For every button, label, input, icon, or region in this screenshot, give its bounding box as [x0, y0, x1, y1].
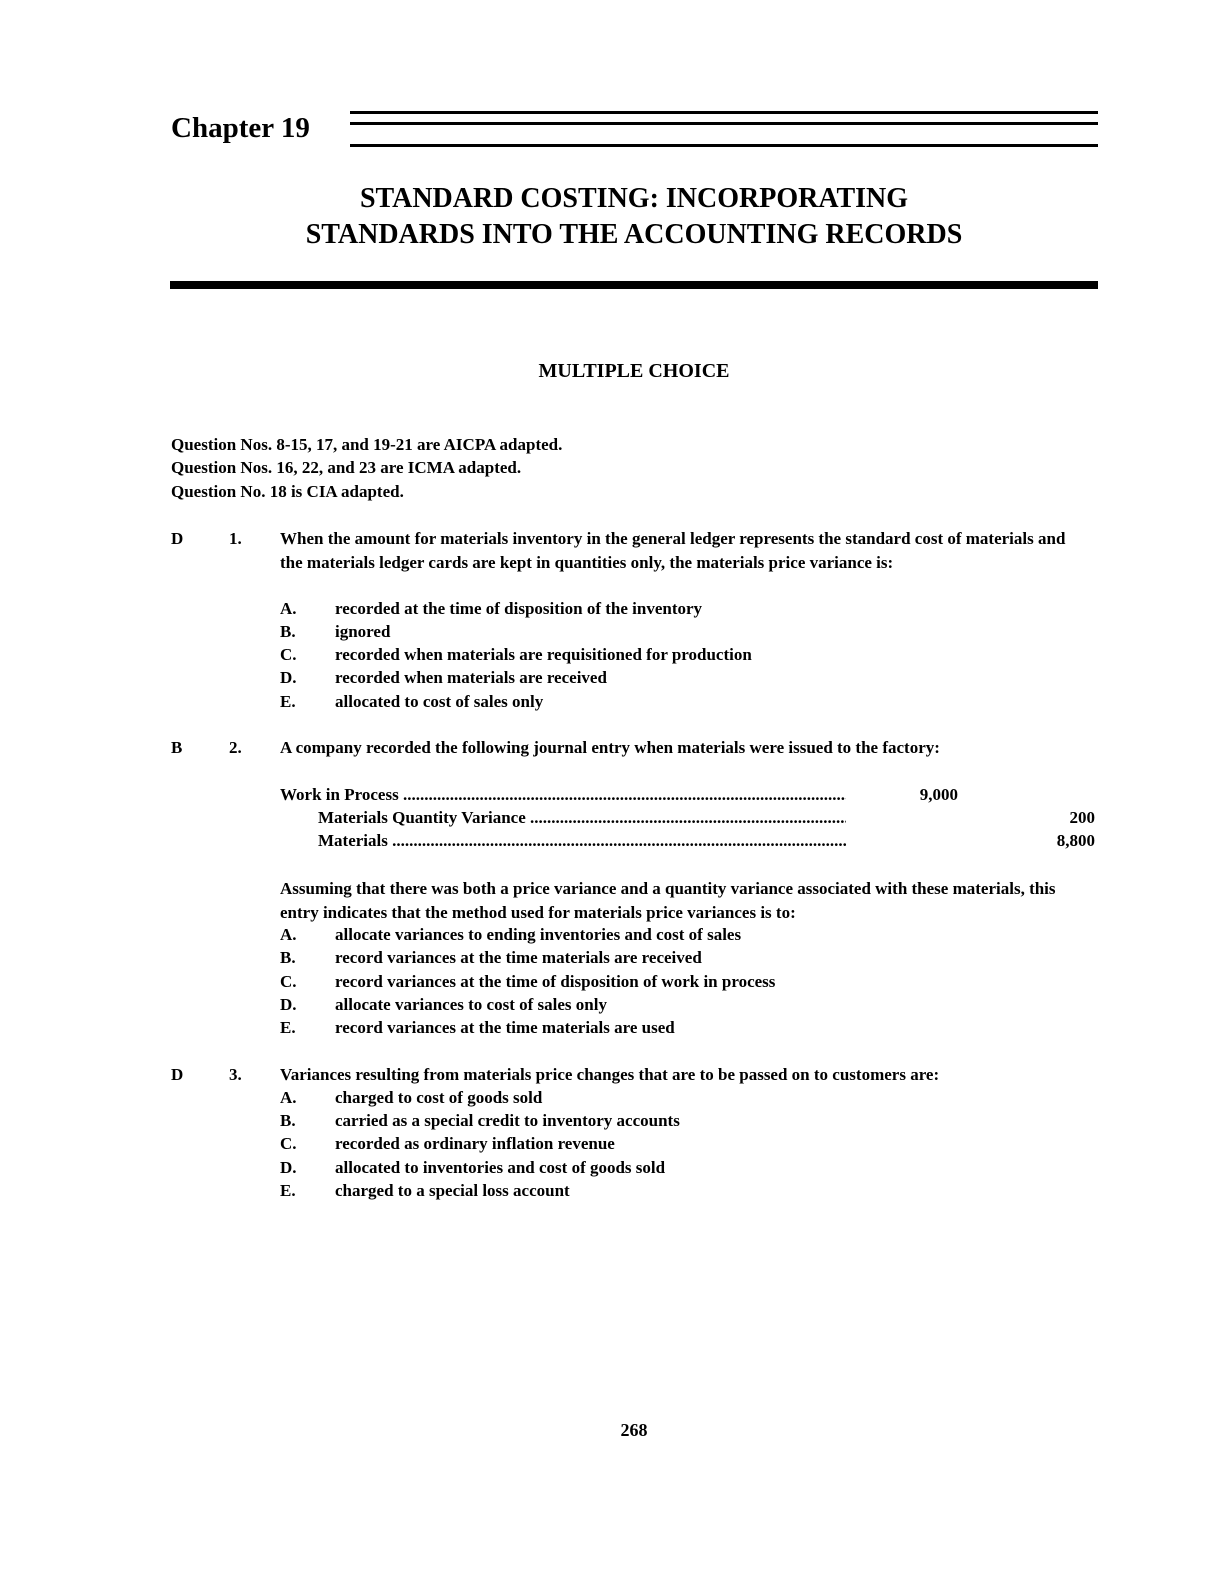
chapter-title-line-1: STANDARD COSTING: INCORPORATING	[359, 183, 909, 214]
title-rule	[170, 281, 1098, 289]
option-text: allocated to cost of sales only	[335, 692, 544, 711]
journal-account: Work in Process .....	[280, 783, 846, 807]
option-letter: C.	[280, 1134, 297, 1153]
option-text: charged to a special loss account	[335, 1181, 570, 1200]
question-stem-continued: Assuming that there was both a price variance and a quantity variance associated with these materials, this entry indicates that the method used for materials price variances is to:	[280, 879, 1056, 922]
option-letter: E.	[280, 692, 296, 711]
option-letter: E.	[280, 1181, 296, 1200]
source-note: Question Nos. 16, 22, and 23 are ICMA adapted.	[171, 458, 522, 477]
question-number: 3.	[229, 1065, 242, 1084]
source-note: Question No. 18 is CIA adapted.	[171, 482, 404, 501]
source-note: Question Nos. 8-15, 17, and 19-21 are AICPA adapted.	[171, 435, 563, 454]
option-letter: B.	[280, 622, 296, 641]
answer-key: D	[171, 529, 184, 548]
option-text: allocate variances to ending inventories and cost of sales	[335, 925, 742, 944]
header-rule-top	[350, 111, 1098, 114]
option-text: allocate variances to cost of sales only	[335, 995, 607, 1014]
option-letter: D.	[280, 668, 297, 687]
option-letter: E.	[280, 1018, 296, 1037]
option-text: charged to cost of goods sold	[335, 1088, 543, 1107]
question-stem: Variances resulting from materials price changes that are to be passed on to customers are:	[280, 1065, 940, 1084]
chapter-title-line-2: STANDARDS INTO THE ACCOUNTING RECORDS	[305, 219, 963, 250]
answer-key: D	[171, 1065, 184, 1084]
option-letter: B.	[280, 948, 296, 967]
option-letter: A.	[280, 925, 297, 944]
question-number: 2.	[229, 738, 242, 757]
journal-credit: 8,800	[1056, 831, 1095, 850]
journal-debit: 9,000	[919, 785, 958, 804]
option-letter: D.	[280, 995, 297, 1014]
option-text: recorded at the time of disposition of the inventory	[335, 599, 703, 618]
option-letter: C.	[280, 645, 297, 664]
option-letter: A.	[280, 599, 297, 618]
header-rule-middle	[350, 122, 1098, 125]
question-stem: When the amount for materials inventory in the general ledger represents the standard cost of materials and the materials ledger cards are kept in quantities only, the materials price variance is:	[280, 529, 1066, 572]
option-text: record variances at the time materials are used	[335, 1018, 675, 1037]
question-number: 1.	[229, 529, 242, 548]
option-text: ignored	[335, 622, 391, 641]
journal-credit: 200	[1069, 808, 1095, 827]
option-text: recorded when materials are requisitioned for production	[335, 645, 752, 664]
option-letter: B.	[280, 1111, 296, 1130]
journal-account: Materials .....	[318, 829, 846, 853]
journal-account: Materials Quantity Variance .....	[318, 806, 846, 830]
option-text: carried as a special credit to inventory accounts	[335, 1111, 680, 1130]
option-letter: A.	[280, 1088, 297, 1107]
section-heading: MULTIPLE CHOICE	[538, 360, 730, 382]
option-text: recorded when materials are received	[335, 668, 607, 687]
answer-key: B	[171, 738, 183, 757]
option-text: record variances at the time of disposition of work in process	[335, 972, 776, 991]
chapter-heading: Chapter 19	[171, 112, 310, 144]
option-letter: C.	[280, 972, 297, 991]
header-rule-bottom	[350, 144, 1098, 147]
option-text: record variances at the time materials are received	[335, 948, 702, 967]
option-text: allocated to inventories and cost of goods sold	[335, 1158, 666, 1177]
question-stem: A company recorded the following journal entry when materials were issued to the factory:	[280, 738, 940, 757]
page-number: 268	[620, 1420, 648, 1440]
option-text: recorded as ordinary inflation revenue	[335, 1134, 615, 1153]
option-letter: D.	[280, 1158, 297, 1177]
